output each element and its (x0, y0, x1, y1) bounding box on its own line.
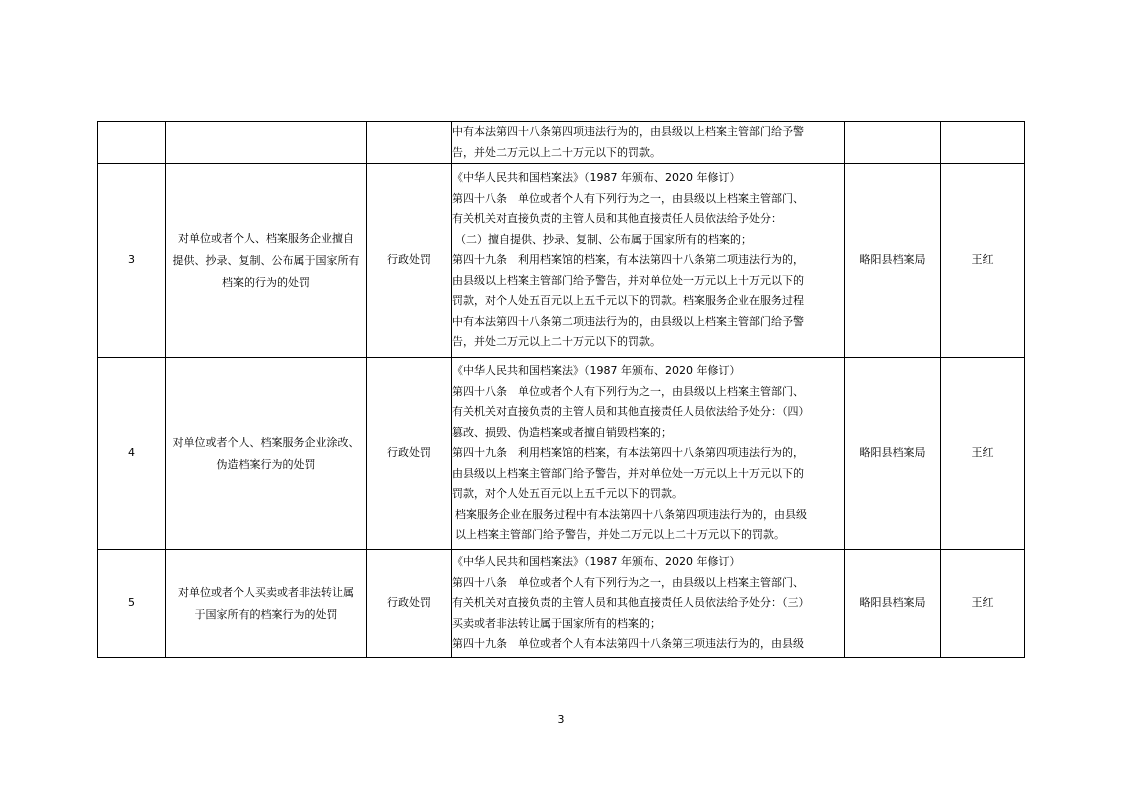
department: 略阳县档案局 (845, 164, 941, 358)
item-name (166, 164, 367, 358)
row-number: 3 (98, 164, 166, 358)
legal-basis (452, 122, 845, 164)
basis-line: 有关机关对直接负责的主管人员和其他直接责任人员依法给予处分： (452, 212, 782, 226)
basis-line: 第四十八条 单位或者个人有下列行为之一，由县级以上档案主管部门、 (452, 191, 804, 205)
basis-line: 《中华人民共和国档案法》（1987 年颁布、2020 年修订） (452, 555, 741, 569)
basis-line: 由县级以上档案主管部门给予警告，并对单位处一万元以上十万元以下的 (452, 273, 804, 287)
basis-line: 以上档案主管部门给予警告，并处二万元以上二十万元以下的罚款。 (455, 528, 785, 542)
basis-line: 档案服务企业在服务过程中有本法第四十八条第四项违法行为的，由县级 (455, 507, 807, 521)
item-line: 对单位或者个人买卖或者非法转让属 (178, 585, 354, 599)
basis-line: 由县级以上档案主管部门给予警告，并对单位处一万元以上十万元以下的 (452, 466, 804, 480)
item-line: 于国家所有的档案行为的处罚 (194, 607, 338, 621)
table-row (98, 358, 1025, 550)
legal-basis (452, 358, 845, 550)
basis-line: 告，并处二万元以上二十万元以下的罚款。 (452, 145, 661, 159)
basis-line: 有关机关对直接负责的主管人员和其他直接责任人员依法给予处分：（三） (452, 596, 810, 610)
item-name (166, 358, 367, 550)
department (845, 122, 941, 164)
responsible-person (941, 122, 1025, 164)
basis-line: 《中华人民共和国档案法》（1987 年颁布、2020 年修订） (452, 171, 741, 185)
row-number: 5 (98, 550, 166, 658)
item-name (166, 550, 367, 658)
basis-line: 第四十八条 单位或者个人有下列行为之一，由县级以上档案主管部门、 (452, 384, 804, 398)
item-line: 档案的行为的处罚 (222, 275, 310, 289)
basis-line: 罚款，对个人处五百元以上五千元以下的罚款。 (452, 487, 683, 501)
penalty-type: 行政处罚 (367, 550, 452, 658)
penalty-type: 行政处罚 (367, 164, 452, 358)
page-number: 3 (557, 713, 565, 726)
penalty-type: 行政处罚 (367, 358, 452, 550)
department: 略阳县档案局 (845, 358, 941, 550)
basis-line: 中有本法第四十八条第四项违法行为的，由县级以上档案主管部门给予警 (452, 125, 804, 138)
basis-line: 中有本法第四十八条第二项违法行为的，由县级以上档案主管部门给予警 (452, 314, 804, 328)
row-number: 4 (98, 358, 166, 550)
basis-line: 有关机关对直接负责的主管人员和其他直接责任人员依法给予处分：（四） (452, 405, 810, 419)
basis-line: （二）擅自提供、抄录、复制、公布属于国家所有的档案的； (455, 232, 752, 246)
basis-line: 第四十九条 利用档案馆的档案，有本法第四十八条第二项违法行为的， (452, 253, 804, 267)
responsible-person: 王红 (941, 164, 1025, 358)
table-row (98, 550, 1025, 658)
item-line: 伪造档案行为的处罚 (216, 457, 316, 471)
item-name (166, 122, 367, 164)
table-row (98, 122, 1025, 164)
table-row (98, 164, 1025, 358)
row-number (98, 122, 166, 164)
basis-line: 第四十八条 单位或者个人有下列行为之一，由县级以上档案主管部门、 (452, 575, 804, 589)
basis-line: 《中华人民共和国档案法》（1987 年颁布、2020 年修订） (452, 364, 741, 378)
basis-line: 罚款，对个人处五百元以上五千元以下的罚款。档案服务企业在服务过程 (452, 294, 804, 308)
basis-line: 第四十九条 单位或者个人有本法第四十八条第三项违法行为的，由县级 (452, 637, 804, 651)
responsible-person: 王红 (941, 550, 1025, 658)
basis-line: 买卖或者非法转让属于国家所有的档案的； (452, 616, 661, 630)
basis-line: 第四十九条 利用档案馆的档案，有本法第四十八条第四项违法行为的， (452, 446, 804, 460)
legal-basis (452, 164, 845, 358)
basis-line: 告，并处二万元以上二十万元以下的罚款。 (452, 335, 661, 349)
legal-basis (452, 550, 845, 658)
item-line: 提供、抄录、复制、公布属于国家所有 (172, 253, 360, 267)
item-line: 对单位或者个人、档案服务企业涂改、 (172, 435, 360, 449)
penalty-type (367, 122, 452, 164)
penalty-table (97, 121, 1025, 658)
department: 略阳县档案局 (845, 550, 941, 658)
responsible-person: 王红 (941, 358, 1025, 550)
basis-line: 篡改、损毁、伪造档案或者擅自销毁档案的； (452, 425, 672, 439)
item-line: 对单位或者个人、档案服务企业擅自 (178, 231, 354, 245)
